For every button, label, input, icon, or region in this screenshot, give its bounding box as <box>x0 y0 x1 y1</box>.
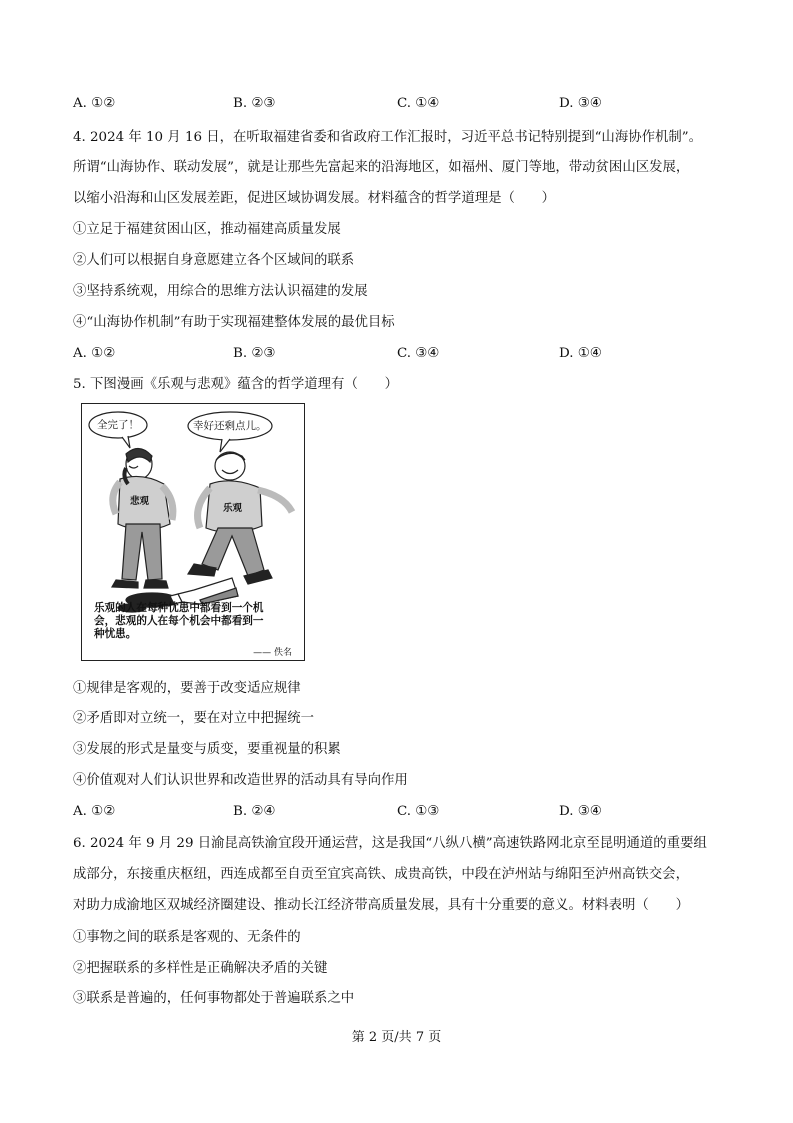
q6-stem-line-1: 6. 2024 年 9 月 29 日渝昆高铁渝宜段开通运营，这是我国“八纵八横”高速铁路网北京至昆明通道的重要组 <box>73 836 707 851</box>
q4-stem-line-2: 所谓“山海协作、联动发展”，就是让那些先富起来的沿海地区，如福州、厦门等地，带动贫困山区发展， <box>73 160 690 175</box>
q4-option-a: A. ①② <box>73 346 116 361</box>
cartoon-author: —— 佚名 <box>253 648 292 658</box>
q5-option-b: B. ②④ <box>233 804 276 819</box>
q4-item-4: ④“山海协作机制”有助于实现福建整体发展的最优目标 <box>73 315 395 330</box>
q5-options <box>73 803 733 821</box>
q4-options <box>73 345 733 363</box>
cartoon-figure <box>81 403 305 661</box>
q3-option-b: B. ②③ <box>233 96 276 111</box>
q5-option-a: A. ①② <box>73 804 116 819</box>
q6-item-3: ③联系是普遍的，任何事物都处于普遍联系之中 <box>73 991 355 1006</box>
optimist-figure <box>188 452 292 584</box>
q4-stem-line-3: 以缩小沿海和山区发展差距，促进区域协调发展。材料蕴含的哲学道理是（ ） <box>73 191 556 206</box>
q6-item-1: ①事物之间的联系是客观的、无条件的 <box>73 930 301 945</box>
q5-item-4: ④价值观对人们认识世界和改造世界的活动具有导向作用 <box>73 773 408 788</box>
q4-item-1: ①立足于福建贫困山区，推动福建高质量发展 <box>73 222 341 237</box>
cartoon-caption-line-1: 乐观的人在每种忧患中都看到一个机 <box>94 602 264 614</box>
q3-option-a: A. ①② <box>73 96 116 111</box>
page-footer: 第 2 页/共 7 页 <box>351 1030 442 1045</box>
cartoon-caption-line-3: 种忧患。 <box>94 628 137 640</box>
q4-option-c: C. ③④ <box>397 346 440 361</box>
q4-option-d: D. ①④ <box>559 346 602 361</box>
q5-option-d: D. ③④ <box>559 804 602 819</box>
q5-option-c: C. ①③ <box>397 804 440 819</box>
bubble-left-text: 全完了！ <box>97 419 139 431</box>
q6-stem-line-2: 成部分，东接重庆枢纽，西连成都至自贡至宜宾高铁、成贵高铁，中段在泸州站与绵阳至泸州高铁交会， <box>73 867 689 882</box>
q3-option-d: D. ③④ <box>559 96 602 111</box>
bubble-right-text: 幸好还剩点儿。 <box>193 420 267 432</box>
q5-item-3: ③发展的形式是量变与质变，要重视量的积累 <box>73 742 341 757</box>
pessimist-figure <box>112 448 173 588</box>
q4-item-3: ③坚持系统观，用综合的思维方法认识福建的发展 <box>73 284 368 299</box>
cartoon-caption-line-2: 会，悲观的人在每个机会中都看到一 <box>94 615 264 627</box>
q3-option-c: C. ①④ <box>397 96 440 111</box>
pessimist-label: 悲观 <box>130 496 150 507</box>
q4-item-2: ②人们可以根据自身意愿建立各个区域间的联系 <box>73 253 355 268</box>
q5-item-2: ②矛盾即对立统一，要在对立中把握统一 <box>73 711 315 726</box>
optimist-label: 乐观 <box>223 503 243 514</box>
q6-stem-line-3: 对助力成渝地区双城经济圈建设、推动长江经济带高质量发展，具有十分重要的意义。材料表明（ ） <box>73 898 689 913</box>
q4-stem-line-1: 4. 2024 年 10 月 16 日，在听取福建省委和省政府工作汇报时，习近平总书记特别提到“山海协作机制”。 <box>73 130 703 145</box>
q6-item-2: ②把握联系的多样性是正确解决矛盾的关键 <box>73 961 328 976</box>
q3-options <box>73 95 733 113</box>
q5-item-1: ①规律是客观的，要善于改变适应规律 <box>73 681 301 696</box>
q4-option-b: B. ②③ <box>233 346 276 361</box>
q5-stem: 5. 下图漫画《乐观与悲观》蕴含的哲学道理有（ ） <box>73 377 399 392</box>
